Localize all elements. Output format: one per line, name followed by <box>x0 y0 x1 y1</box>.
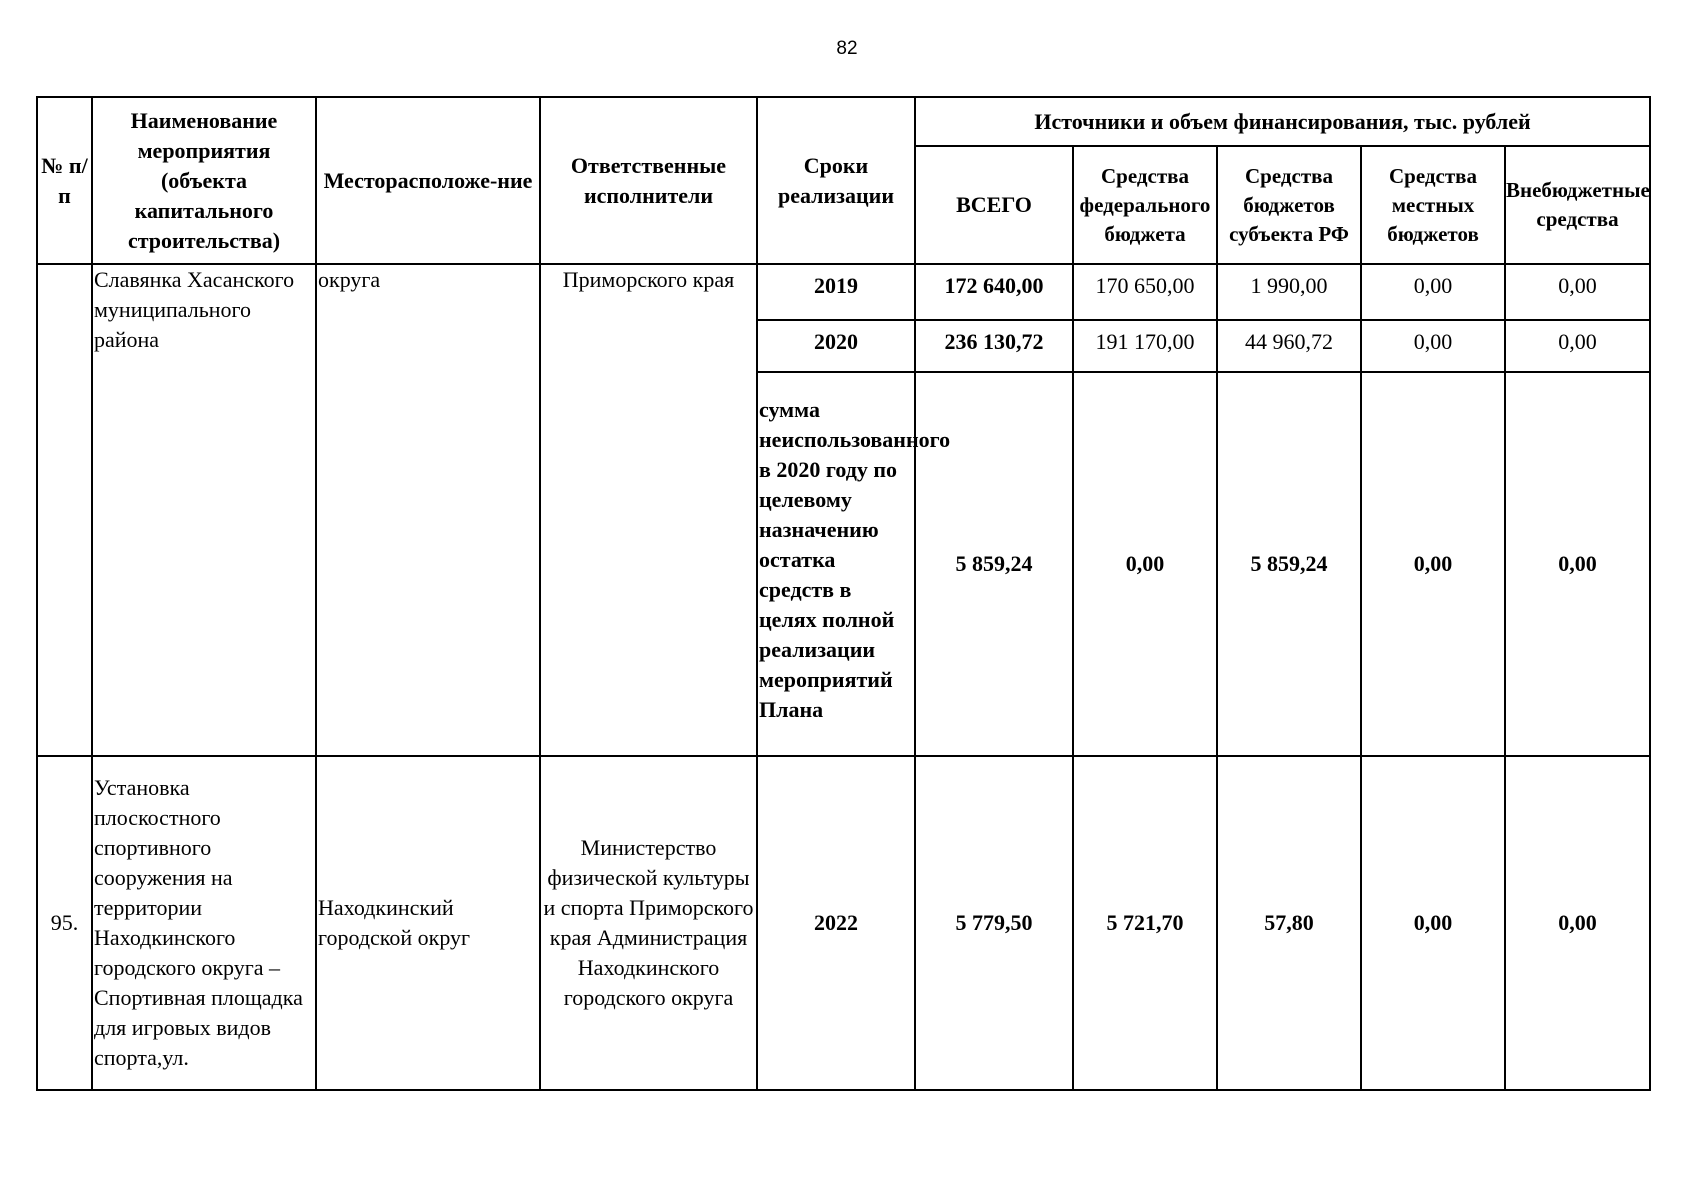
header-num: № п/п <box>37 97 92 264</box>
row-extra: 0,00 <box>1505 756 1650 1090</box>
row-term: 2020 <box>757 320 915 372</box>
header-total: ВСЕГО <box>915 146 1073 264</box>
row-federal: 5 721,70 <box>1073 756 1217 1090</box>
header-location: Месторасположе-ние <box>316 97 540 264</box>
header-local: Средства местных бюджетов <box>1361 146 1505 264</box>
row-federal: 0,00 <box>1073 372 1217 756</box>
row-extra: 0,00 <box>1505 372 1650 756</box>
financing-table <box>36 96 1651 1091</box>
header-terms: Сроки реализации <box>757 97 915 264</box>
row-total: 236 130,72 <box>915 320 1073 372</box>
header-name: Наименование мероприятия (объекта капитального строительства) <box>92 97 316 264</box>
row-name: Установка плоскостного спортивного сооружения на территории Находкинского городского округа – Спортивная площадка для игровых видов спорта,ул. <box>92 756 316 1090</box>
row-total: 5 779,50 <box>915 756 1073 1090</box>
row-total: 5 859,24 <box>915 372 1073 756</box>
row-name: Славянка Хасанского муниципального района <box>92 264 316 756</box>
row-responsible: Министерство физической культуры и спорта Приморского края Администрация Находкинского городского округа <box>540 756 757 1090</box>
header-responsible: Ответственные исполнители <box>540 97 757 264</box>
row-subject: 1 990,00 <box>1217 264 1361 320</box>
row-extra: 0,00 <box>1505 320 1650 372</box>
header-federal: Средства федерального бюджета <box>1073 146 1217 264</box>
row-subject: 5 859,24 <box>1217 372 1361 756</box>
table-row <box>37 756 1650 1090</box>
row-local: 0,00 <box>1361 756 1505 1090</box>
row-federal: 170 650,00 <box>1073 264 1217 320</box>
row-total: 172 640,00 <box>915 264 1073 320</box>
row-extra: 0,00 <box>1505 264 1650 320</box>
row-location: округа <box>316 264 540 756</box>
header-subject: Средства бюджетов субъекта РФ <box>1217 146 1361 264</box>
row-subject: 57,80 <box>1217 756 1361 1090</box>
header-financing: Источники и объем финансирования, тыс. рублей <box>915 97 1650 146</box>
row-local: 0,00 <box>1361 264 1505 320</box>
row-term: 2019 <box>757 264 915 320</box>
row-federal: 191 170,00 <box>1073 320 1217 372</box>
row-local: 0,00 <box>1361 372 1505 756</box>
row-location: Находкинский городской округ <box>316 756 540 1090</box>
row-num <box>37 264 92 756</box>
header-extra: Внебюджетные средства <box>1505 146 1650 264</box>
row-responsible: Приморского края <box>540 264 757 756</box>
row-num: 95. <box>37 756 92 1090</box>
row-subject: 44 960,72 <box>1217 320 1361 372</box>
table-row <box>37 264 1650 320</box>
row-local: 0,00 <box>1361 320 1505 372</box>
row-term: 2022 <box>757 756 915 1090</box>
page-number: 82 <box>836 38 858 59</box>
row-term-remainder: сумма неиспользованного в 2020 году по целевому назначению остатка средств в целях полной реализации мероприятий Плана <box>757 372 915 756</box>
